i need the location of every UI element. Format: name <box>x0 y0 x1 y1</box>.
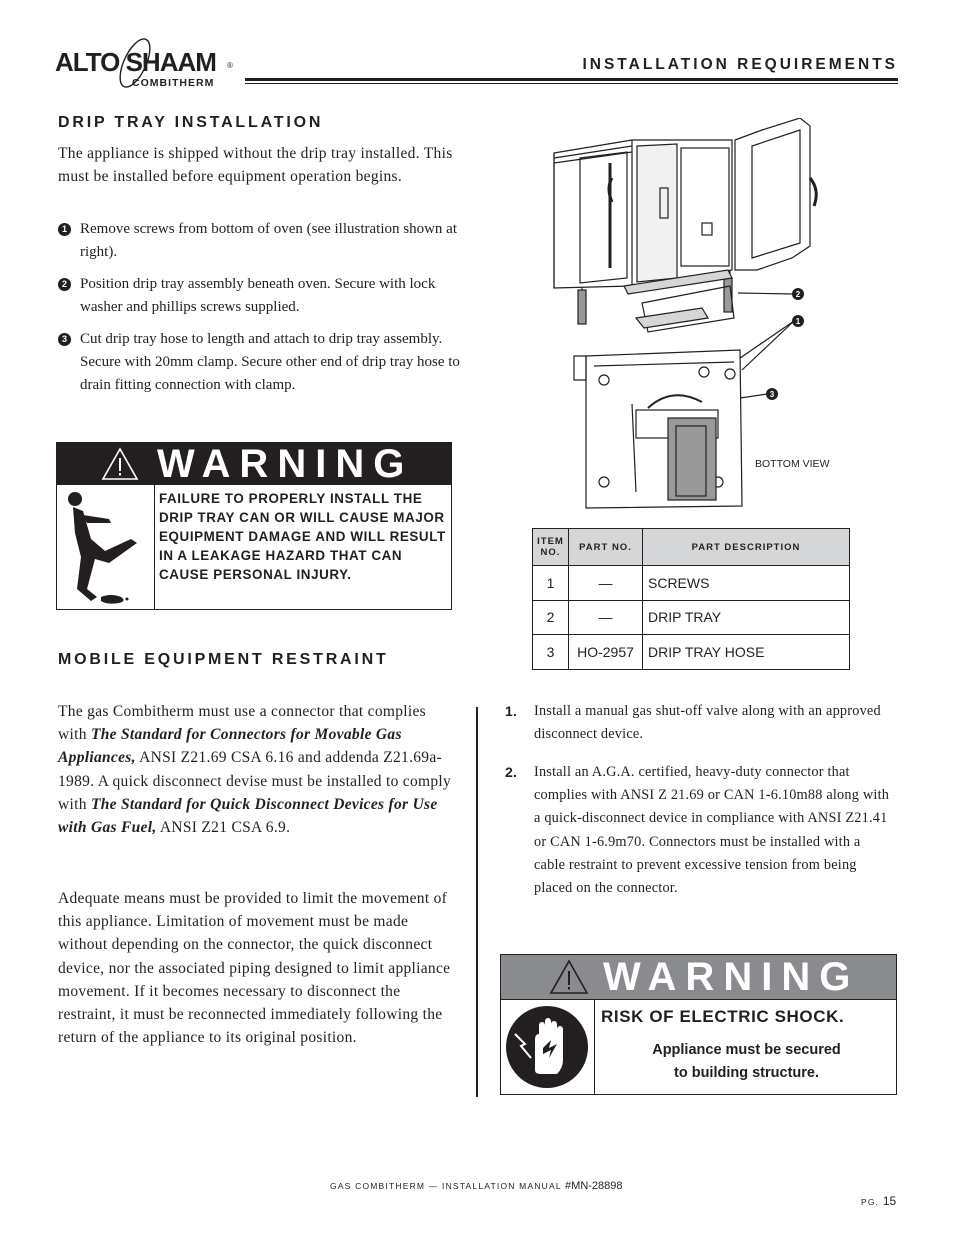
shock-line-2: to building structure. <box>674 1065 819 1081</box>
table-row <box>533 600 850 635</box>
drip-step <box>58 328 473 397</box>
warning-header <box>57 443 451 485</box>
table-header-row <box>533 529 850 566</box>
shock-message <box>597 1039 896 1085</box>
numbered-item <box>505 700 895 746</box>
shock-line-1: Appliance must be secured <box>652 1042 841 1058</box>
step-number-icon: 2 <box>58 278 71 291</box>
standard-title-1: The Standard for Connectors for Movable Gas Appliances, <box>58 726 402 767</box>
drip-tray-illustration <box>552 118 852 510</box>
header-rule <box>245 78 898 81</box>
brand-name: ALTO SHAAM <box>55 47 216 77</box>
shock-title: RISK OF ELECTRIC SHOCK. <box>601 1007 845 1026</box>
manual-name: GAS COMBITHERM — INSTALLATION MANUAL <box>330 1181 562 1191</box>
warning-word: WARNING <box>603 955 860 999</box>
mobile-paragraph-2: Adequate means must be provided to limit the movement of this appliance. Limitation of movement must be made without depending on the connector, the quick disconnect device, nor the associated piping designed to limit appliance movement. If it becomes necessary to disconnect the restraint, it must be reconnected immediately following the return of the appliance to its original position. <box>58 890 451 1047</box>
warning-triangle-icon <box>101 447 139 481</box>
step-number-icon: 1 <box>58 223 71 236</box>
text-run: ANSI Z21.69 CSA 6.16 and addenda Z21.69a-1989. A quick disconnect devise must be installed to comply with <box>58 749 452 813</box>
warning-message: FAILURE TO PROPERLY INSTALL THE DRIP TRAY CAN OR WILL CAUSE MAJOR EQUIPMENT DAMAGE AND WILL RESULT IN A LEAKAGE HAZARD THAT CAN CAUSE PERSONAL INJURY. <box>159 491 446 582</box>
cell-item: 2 <box>533 600 569 635</box>
shock-hazard-panel <box>501 1000 595 1094</box>
numbered-item <box>505 761 895 900</box>
item-text: Install an A.G.A. certified, heavy-duty connector that complies with ANSI Z 21.69 or CAN 1-6.10m88 along with a quick-disconnect device in compliance with ANSI Z21.41 or CAN 1-6.9m70. Connectors must be installed with a cable restraint to prevent excessive tension from being placed on the connector. <box>534 764 890 897</box>
text-run: ANSI Z21 CSA 6.9. <box>156 819 291 837</box>
drip-tray-intro: The appliance is shipped without the drip tray installed. This must be installed before equipment operation begins. <box>58 145 453 186</box>
cell-part: — <box>569 566 643 601</box>
table-row <box>533 566 850 601</box>
step-text: Cut drip tray hose to length and attach to drip tray assembly. Secure with 20mm clamp. Secure other end of drip tray hose to drain fitting connection with clamp. <box>80 331 460 393</box>
col-header-part: PART NO. <box>569 529 643 566</box>
cell-desc: SCREWS <box>643 566 850 601</box>
cell-item: 1 <box>533 566 569 601</box>
drip-tray-heading: DRIP TRAY INSTALLATION <box>58 114 324 131</box>
registered-mark-icon: ® <box>227 61 233 70</box>
drip-step <box>58 218 473 264</box>
step-text: Remove screws from bottom of oven (see illustration shown at right). <box>80 221 458 260</box>
cell-part: HO-2957 <box>569 635 643 670</box>
callout-label: 1 <box>795 317 801 326</box>
cell-item: 3 <box>533 635 569 670</box>
parts-table <box>532 528 850 670</box>
col-header-item: ITEM NO. <box>533 529 569 566</box>
drip-step <box>58 273 473 319</box>
cell-part: — <box>569 600 643 635</box>
warning-header <box>501 955 896 1000</box>
warning-triangle-icon <box>549 959 589 995</box>
mobile-restraint-heading: MOBILE EQUIPMENT RESTRAINT <box>58 651 389 668</box>
warning-word: WARNING <box>157 442 414 486</box>
standard-title-2: The Standard for Quick Disconnect Devices for Use with Gas Fuel, <box>58 795 438 837</box>
footer-manual <box>330 1180 623 1192</box>
slip-hazard-icon <box>61 489 149 607</box>
manual-number: #MN-28898 <box>565 1180 623 1192</box>
column-divider <box>476 707 478 1097</box>
item-number: 1. <box>505 703 518 719</box>
warning-box-electric <box>500 954 897 1095</box>
page-title: INSTALLATION REQUIREMENTS <box>582 56 898 73</box>
slip-hazard-panel <box>57 485 155 609</box>
page-number <box>861 1194 896 1208</box>
brand-logo <box>55 32 235 92</box>
header-rule-thin <box>245 83 898 84</box>
callout-label: 3 <box>769 390 775 399</box>
table-row <box>533 635 850 670</box>
warning-box-drip-tray <box>56 442 452 610</box>
cell-desc: DRIP TRAY <box>643 600 850 635</box>
col-header-desc: PART DESCRIPTION <box>643 529 850 566</box>
callout-label: 2 <box>795 290 801 299</box>
bottom-view-label: BOTTOM VIEW <box>755 458 830 470</box>
cell-desc: DRIP TRAY HOSE <box>643 635 850 670</box>
step-text: Position drip tray assembly beneath oven. Secure with lock washer and phillips screws supplied. <box>80 276 436 315</box>
step-number-icon: 3 <box>58 333 71 346</box>
page-value: 15 <box>882 1194 897 1208</box>
page-label: PG. <box>861 1197 880 1207</box>
brand-sub: COMBITHERM <box>132 77 215 89</box>
electric-shock-hand-icon <box>505 1004 589 1090</box>
text-run: The gas Combitherm must use a connector that complies with <box>58 703 427 744</box>
mobile-paragraph-1 <box>58 700 453 839</box>
item-number: 2. <box>505 764 518 780</box>
item-text: Install a manual gas shut-off valve along with an approved disconnect device. <box>534 703 881 743</box>
